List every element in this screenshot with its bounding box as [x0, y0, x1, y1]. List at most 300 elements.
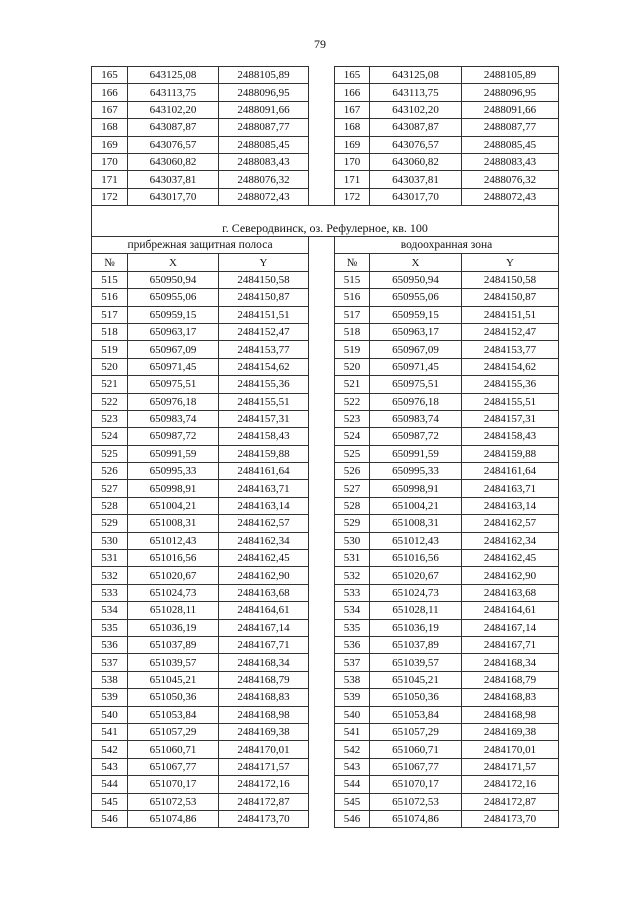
point-number: 526: [92, 463, 128, 480]
y-coordinate: 2484159,88: [219, 445, 309, 462]
x-coordinate: 643125,08: [370, 67, 462, 84]
x-coordinate: 643102,20: [370, 101, 462, 118]
point-number: 518: [335, 323, 370, 340]
column-gap: [309, 550, 335, 567]
column-gap: [309, 445, 335, 462]
x-coordinate: 643102,20: [128, 101, 219, 118]
column-gap: [309, 358, 335, 375]
x-coordinate: 651057,29: [128, 723, 219, 740]
column-gap: [309, 171, 335, 188]
table-row: [92, 136, 559, 153]
point-number: 544: [92, 776, 128, 793]
column-gap: [309, 289, 335, 306]
x-coordinate: 650971,45: [128, 358, 219, 375]
x-coordinate: 650971,45: [370, 358, 462, 375]
header-y: Y: [462, 254, 559, 271]
point-number: 532: [92, 567, 128, 584]
x-coordinate: 651037,89: [370, 636, 462, 653]
point-number: 522: [92, 393, 128, 410]
y-coordinate: 2484171,57: [219, 758, 309, 775]
y-coordinate: 2484172,87: [219, 793, 309, 810]
point-number: 546: [335, 810, 370, 827]
y-coordinate: 2488072,43: [462, 188, 559, 205]
y-coordinate: 2484163,14: [219, 497, 309, 514]
point-number: 529: [92, 515, 128, 532]
x-coordinate: 650959,15: [128, 306, 219, 323]
y-coordinate: 2484163,68: [219, 584, 309, 601]
point-number: 537: [92, 654, 128, 671]
point-number: 515: [92, 271, 128, 288]
x-coordinate: 643017,70: [128, 188, 219, 205]
x-coordinate: 643076,57: [370, 136, 462, 153]
y-coordinate: 2484172,16: [462, 776, 559, 793]
coastal-protection-strip-heading: прибрежная защитная полоса: [92, 237, 309, 254]
x-coordinate: 651016,56: [128, 550, 219, 567]
column-gap: [309, 188, 335, 205]
y-coordinate: 2484158,43: [219, 428, 309, 445]
table-row: [92, 602, 559, 619]
x-coordinate: 651067,77: [370, 758, 462, 775]
y-coordinate: 2484171,57: [462, 758, 559, 775]
point-number: 540: [335, 706, 370, 723]
subtitle-row: [92, 237, 559, 254]
x-coordinate: 643076,57: [128, 136, 219, 153]
point-number: 543: [92, 758, 128, 775]
y-coordinate: 2484168,34: [219, 654, 309, 671]
x-coordinate: 651028,11: [128, 602, 219, 619]
x-coordinate: 651012,43: [370, 532, 462, 549]
table-row: [92, 584, 559, 601]
column-gap: [309, 723, 335, 740]
point-number: 536: [92, 636, 128, 653]
x-coordinate: 651045,21: [370, 671, 462, 688]
y-coordinate: 2484167,14: [462, 619, 559, 636]
x-coordinate: 650983,74: [370, 410, 462, 427]
point-number: 532: [335, 567, 370, 584]
column-gap: [309, 237, 335, 254]
point-number: 520: [92, 358, 128, 375]
column-gap: [309, 341, 335, 358]
point-number: 523: [92, 410, 128, 427]
point-number: 541: [335, 723, 370, 740]
point-number: 541: [92, 723, 128, 740]
x-coordinate: 643113,75: [128, 84, 219, 101]
x-coordinate: 650991,59: [128, 445, 219, 462]
table-row: [92, 445, 559, 462]
point-number: 166: [92, 84, 128, 101]
y-coordinate: 2488085,45: [219, 136, 309, 153]
column-gap: [309, 619, 335, 636]
x-coordinate: 650987,72: [128, 428, 219, 445]
table-row: [92, 67, 559, 84]
table-row: [92, 758, 559, 775]
x-coordinate: 651050,36: [128, 689, 219, 706]
y-coordinate: 2484163,71: [219, 480, 309, 497]
x-coordinate: 651074,86: [370, 810, 462, 827]
y-coordinate: 2488105,89: [462, 67, 559, 84]
column-gap: [309, 393, 335, 410]
header-x: X: [128, 254, 219, 271]
x-coordinate: 650991,59: [370, 445, 462, 462]
x-coordinate: 650967,09: [128, 341, 219, 358]
column-gap: [309, 323, 335, 340]
y-coordinate: 2484163,68: [462, 584, 559, 601]
y-coordinate: 2484168,98: [462, 706, 559, 723]
page-number: 79: [314, 37, 326, 51]
point-number: 520: [335, 358, 370, 375]
point-number: 518: [92, 323, 128, 340]
y-coordinate: 2484170,01: [462, 741, 559, 758]
x-coordinate: 651024,73: [128, 584, 219, 601]
table-row: [92, 101, 559, 118]
point-number: 535: [335, 619, 370, 636]
table-row: [92, 171, 559, 188]
x-coordinate: 643060,82: [370, 153, 462, 170]
x-coordinate: 650955,06: [370, 289, 462, 306]
x-coordinate: 651037,89: [128, 636, 219, 653]
table-row: [92, 550, 559, 567]
y-coordinate: 2484162,45: [462, 550, 559, 567]
coordinates-table-lake-refulernoe: [91, 205, 559, 828]
column-gap: [309, 306, 335, 323]
y-coordinate: 2484173,70: [462, 810, 559, 827]
point-number: 527: [92, 480, 128, 497]
point-number: 527: [335, 480, 370, 497]
x-coordinate: 651072,53: [370, 793, 462, 810]
table-row: [92, 671, 559, 688]
point-number: 167: [92, 101, 128, 118]
x-coordinate: 651060,71: [128, 741, 219, 758]
point-number: 544: [335, 776, 370, 793]
table-row: [92, 723, 559, 740]
y-coordinate: 2488083,43: [462, 153, 559, 170]
column-gap: [309, 153, 335, 170]
column-gap: [309, 567, 335, 584]
column-gap: [309, 689, 335, 706]
table-row: [92, 776, 559, 793]
y-coordinate: 2484169,38: [462, 723, 559, 740]
point-number: 540: [92, 706, 128, 723]
point-number: 535: [92, 619, 128, 636]
water-protection-zone-heading: водоохранная зона: [335, 237, 559, 254]
y-coordinate: 2484158,43: [462, 428, 559, 445]
x-coordinate: 650975,51: [370, 376, 462, 393]
y-coordinate: 2484168,83: [462, 689, 559, 706]
point-number: 166: [335, 84, 370, 101]
table-row: [92, 323, 559, 340]
point-number: 172: [335, 188, 370, 205]
column-gap: [309, 410, 335, 427]
x-coordinate: 651020,67: [370, 567, 462, 584]
y-coordinate: 2488091,66: [219, 101, 309, 118]
y-coordinate: 2484164,61: [462, 602, 559, 619]
y-coordinate: 2488085,45: [462, 136, 559, 153]
y-coordinate: 2484168,79: [219, 671, 309, 688]
point-number: 537: [335, 654, 370, 671]
point-number: 531: [335, 550, 370, 567]
x-coordinate: 651057,29: [370, 723, 462, 740]
table-row: [92, 532, 559, 549]
y-coordinate: 2484152,47: [462, 323, 559, 340]
column-gap: [309, 497, 335, 514]
y-coordinate: 2484167,14: [219, 619, 309, 636]
x-coordinate: 651074,86: [128, 810, 219, 827]
x-coordinate: 651053,84: [128, 706, 219, 723]
table-row: [92, 358, 559, 375]
table-row: [92, 153, 559, 170]
x-coordinate: 643037,81: [370, 171, 462, 188]
table-row: [92, 515, 559, 532]
table-row: [92, 289, 559, 306]
y-coordinate: 2484157,31: [462, 410, 559, 427]
point-number: 530: [92, 532, 128, 549]
point-number: 546: [92, 810, 128, 827]
point-number: 521: [92, 376, 128, 393]
x-coordinate: 643017,70: [370, 188, 462, 205]
y-coordinate: 2488083,43: [219, 153, 309, 170]
x-coordinate: 651072,53: [128, 793, 219, 810]
point-number: 170: [335, 153, 370, 170]
column-gap: [309, 136, 335, 153]
y-coordinate: 2484161,64: [462, 463, 559, 480]
y-coordinate: 2484168,83: [219, 689, 309, 706]
column-gap: [309, 584, 335, 601]
point-number: 533: [92, 584, 128, 601]
point-number: 521: [335, 376, 370, 393]
point-number: 165: [335, 67, 370, 84]
table-row: [92, 689, 559, 706]
column-gap: [309, 428, 335, 445]
y-coordinate: 2484162,57: [219, 515, 309, 532]
x-coordinate: 643037,81: [128, 171, 219, 188]
x-coordinate: 650995,33: [370, 463, 462, 480]
column-gap: [309, 119, 335, 136]
column-gap: [309, 254, 335, 271]
point-number: 169: [92, 136, 128, 153]
header-x: X: [370, 254, 462, 271]
y-coordinate: 2484169,38: [219, 723, 309, 740]
x-coordinate: 651012,43: [128, 532, 219, 549]
y-coordinate: 2484155,36: [219, 376, 309, 393]
column-gap: [309, 67, 335, 84]
x-coordinate: 651060,71: [370, 741, 462, 758]
point-number: 543: [335, 758, 370, 775]
y-coordinate: 2484153,77: [219, 341, 309, 358]
point-number: 524: [335, 428, 370, 445]
point-number: 167: [335, 101, 370, 118]
point-number: 539: [335, 689, 370, 706]
point-number: 515: [335, 271, 370, 288]
point-number: 168: [92, 119, 128, 136]
point-number: 517: [92, 306, 128, 323]
y-coordinate: 2488087,77: [462, 119, 559, 136]
table-row: [92, 706, 559, 723]
y-coordinate: 2488087,77: [219, 119, 309, 136]
y-coordinate: 2484155,36: [462, 376, 559, 393]
section-title: г. Северодвинск, оз. Рефулерное, кв. 100: [92, 206, 559, 237]
y-coordinate: 2484150,58: [219, 271, 309, 288]
x-coordinate: 651020,67: [128, 567, 219, 584]
point-number: 171: [335, 171, 370, 188]
header-number: №: [92, 254, 128, 271]
point-number: 526: [335, 463, 370, 480]
x-coordinate: 650967,09: [370, 341, 462, 358]
y-coordinate: 2484154,62: [462, 358, 559, 375]
point-number: 516: [335, 289, 370, 306]
table-row: [92, 410, 559, 427]
point-number: 533: [335, 584, 370, 601]
y-coordinate: 2484162,90: [219, 567, 309, 584]
table-row: [92, 428, 559, 445]
table-row: [92, 463, 559, 480]
x-coordinate: 650963,17: [370, 323, 462, 340]
y-coordinate: 2484150,87: [219, 289, 309, 306]
point-number: 531: [92, 550, 128, 567]
x-coordinate: 651004,21: [370, 497, 462, 514]
table-row: [92, 654, 559, 671]
y-coordinate: 2484167,71: [219, 636, 309, 653]
y-coordinate: 2484162,45: [219, 550, 309, 567]
table-row: [92, 393, 559, 410]
y-coordinate: 2484162,34: [462, 532, 559, 549]
x-coordinate: 643113,75: [370, 84, 462, 101]
point-number: 536: [335, 636, 370, 653]
table-row: [92, 188, 559, 205]
x-coordinate: 651036,19: [370, 619, 462, 636]
table-row: [92, 376, 559, 393]
x-coordinate: 650959,15: [370, 306, 462, 323]
point-number: 169: [335, 136, 370, 153]
column-gap: [309, 515, 335, 532]
point-number: 534: [335, 602, 370, 619]
header-y: Y: [219, 254, 309, 271]
x-coordinate: 650987,72: [370, 428, 462, 445]
table-row: [92, 636, 559, 653]
table-row: [92, 306, 559, 323]
x-coordinate: 651070,17: [370, 776, 462, 793]
column-gap: [309, 101, 335, 118]
column-gap: [309, 758, 335, 775]
column-gap: [309, 810, 335, 827]
x-coordinate: 651004,21: [128, 497, 219, 514]
y-coordinate: 2488076,32: [219, 171, 309, 188]
point-number: 528: [335, 497, 370, 514]
point-number: 545: [335, 793, 370, 810]
point-number: 542: [335, 741, 370, 758]
y-coordinate: 2484151,51: [462, 306, 559, 323]
point-number: 168: [335, 119, 370, 136]
column-gap: [309, 532, 335, 549]
y-coordinate: 2484159,88: [462, 445, 559, 462]
x-coordinate: 651045,21: [128, 671, 219, 688]
x-coordinate: 650998,91: [370, 480, 462, 497]
y-coordinate: 2488091,66: [462, 101, 559, 118]
y-coordinate: 2484162,34: [219, 532, 309, 549]
point-number: 525: [335, 445, 370, 462]
y-coordinate: 2484151,51: [219, 306, 309, 323]
coordinates-table-continuation: [91, 66, 559, 206]
y-coordinate: 2484150,58: [462, 271, 559, 288]
point-number: 534: [92, 602, 128, 619]
x-coordinate: 650975,51: [128, 376, 219, 393]
point-number: 538: [335, 671, 370, 688]
point-number: 516: [92, 289, 128, 306]
table-row: [92, 341, 559, 358]
x-coordinate: 650998,91: [128, 480, 219, 497]
point-number: 171: [92, 171, 128, 188]
point-number: 519: [335, 341, 370, 358]
x-coordinate: 651039,57: [370, 654, 462, 671]
point-number: 165: [92, 67, 128, 84]
y-coordinate: 2484161,64: [219, 463, 309, 480]
x-coordinate: 650955,06: [128, 289, 219, 306]
column-gap: [309, 741, 335, 758]
y-coordinate: 2484157,31: [219, 410, 309, 427]
column-gap: [309, 636, 335, 653]
column-gap: [309, 776, 335, 793]
point-number: 525: [92, 445, 128, 462]
table-row: [92, 810, 559, 827]
x-coordinate: 650976,18: [370, 393, 462, 410]
header-number: №: [335, 254, 370, 271]
x-coordinate: 651070,17: [128, 776, 219, 793]
section-title-row: [92, 206, 559, 237]
x-coordinate: 643087,87: [128, 119, 219, 136]
point-number: 539: [92, 689, 128, 706]
point-number: 523: [335, 410, 370, 427]
point-number: 542: [92, 741, 128, 758]
point-number: 522: [335, 393, 370, 410]
column-gap: [309, 480, 335, 497]
y-coordinate: 2488096,95: [219, 84, 309, 101]
x-coordinate: 643087,87: [370, 119, 462, 136]
x-coordinate: 643125,08: [128, 67, 219, 84]
column-gap: [309, 706, 335, 723]
table-row: [92, 619, 559, 636]
column-gap: [309, 271, 335, 288]
y-coordinate: 2488096,95: [462, 84, 559, 101]
x-coordinate: 650950,94: [370, 271, 462, 288]
x-coordinate: 651053,84: [370, 706, 462, 723]
table-row: [92, 271, 559, 288]
point-number: 519: [92, 341, 128, 358]
point-number: 517: [335, 306, 370, 323]
y-coordinate: 2488076,32: [462, 171, 559, 188]
y-coordinate: 2484164,61: [219, 602, 309, 619]
point-number: 545: [92, 793, 128, 810]
point-number: 528: [92, 497, 128, 514]
point-number: 524: [92, 428, 128, 445]
point-number: 172: [92, 188, 128, 205]
table-row: [92, 119, 559, 136]
column-header-row: [92, 254, 559, 271]
y-coordinate: 2488072,43: [219, 188, 309, 205]
y-coordinate: 2484172,16: [219, 776, 309, 793]
y-coordinate: 2484152,47: [219, 323, 309, 340]
y-coordinate: 2484167,71: [462, 636, 559, 653]
y-coordinate: 2484155,51: [462, 393, 559, 410]
table-row: [92, 497, 559, 514]
x-coordinate: 651008,31: [128, 515, 219, 532]
x-coordinate: 650976,18: [128, 393, 219, 410]
table-row: [92, 480, 559, 497]
x-coordinate: 650950,94: [128, 271, 219, 288]
table-row: [92, 567, 559, 584]
y-coordinate: 2488105,89: [219, 67, 309, 84]
x-coordinate: 651028,11: [370, 602, 462, 619]
x-coordinate: 650995,33: [128, 463, 219, 480]
column-gap: [309, 376, 335, 393]
